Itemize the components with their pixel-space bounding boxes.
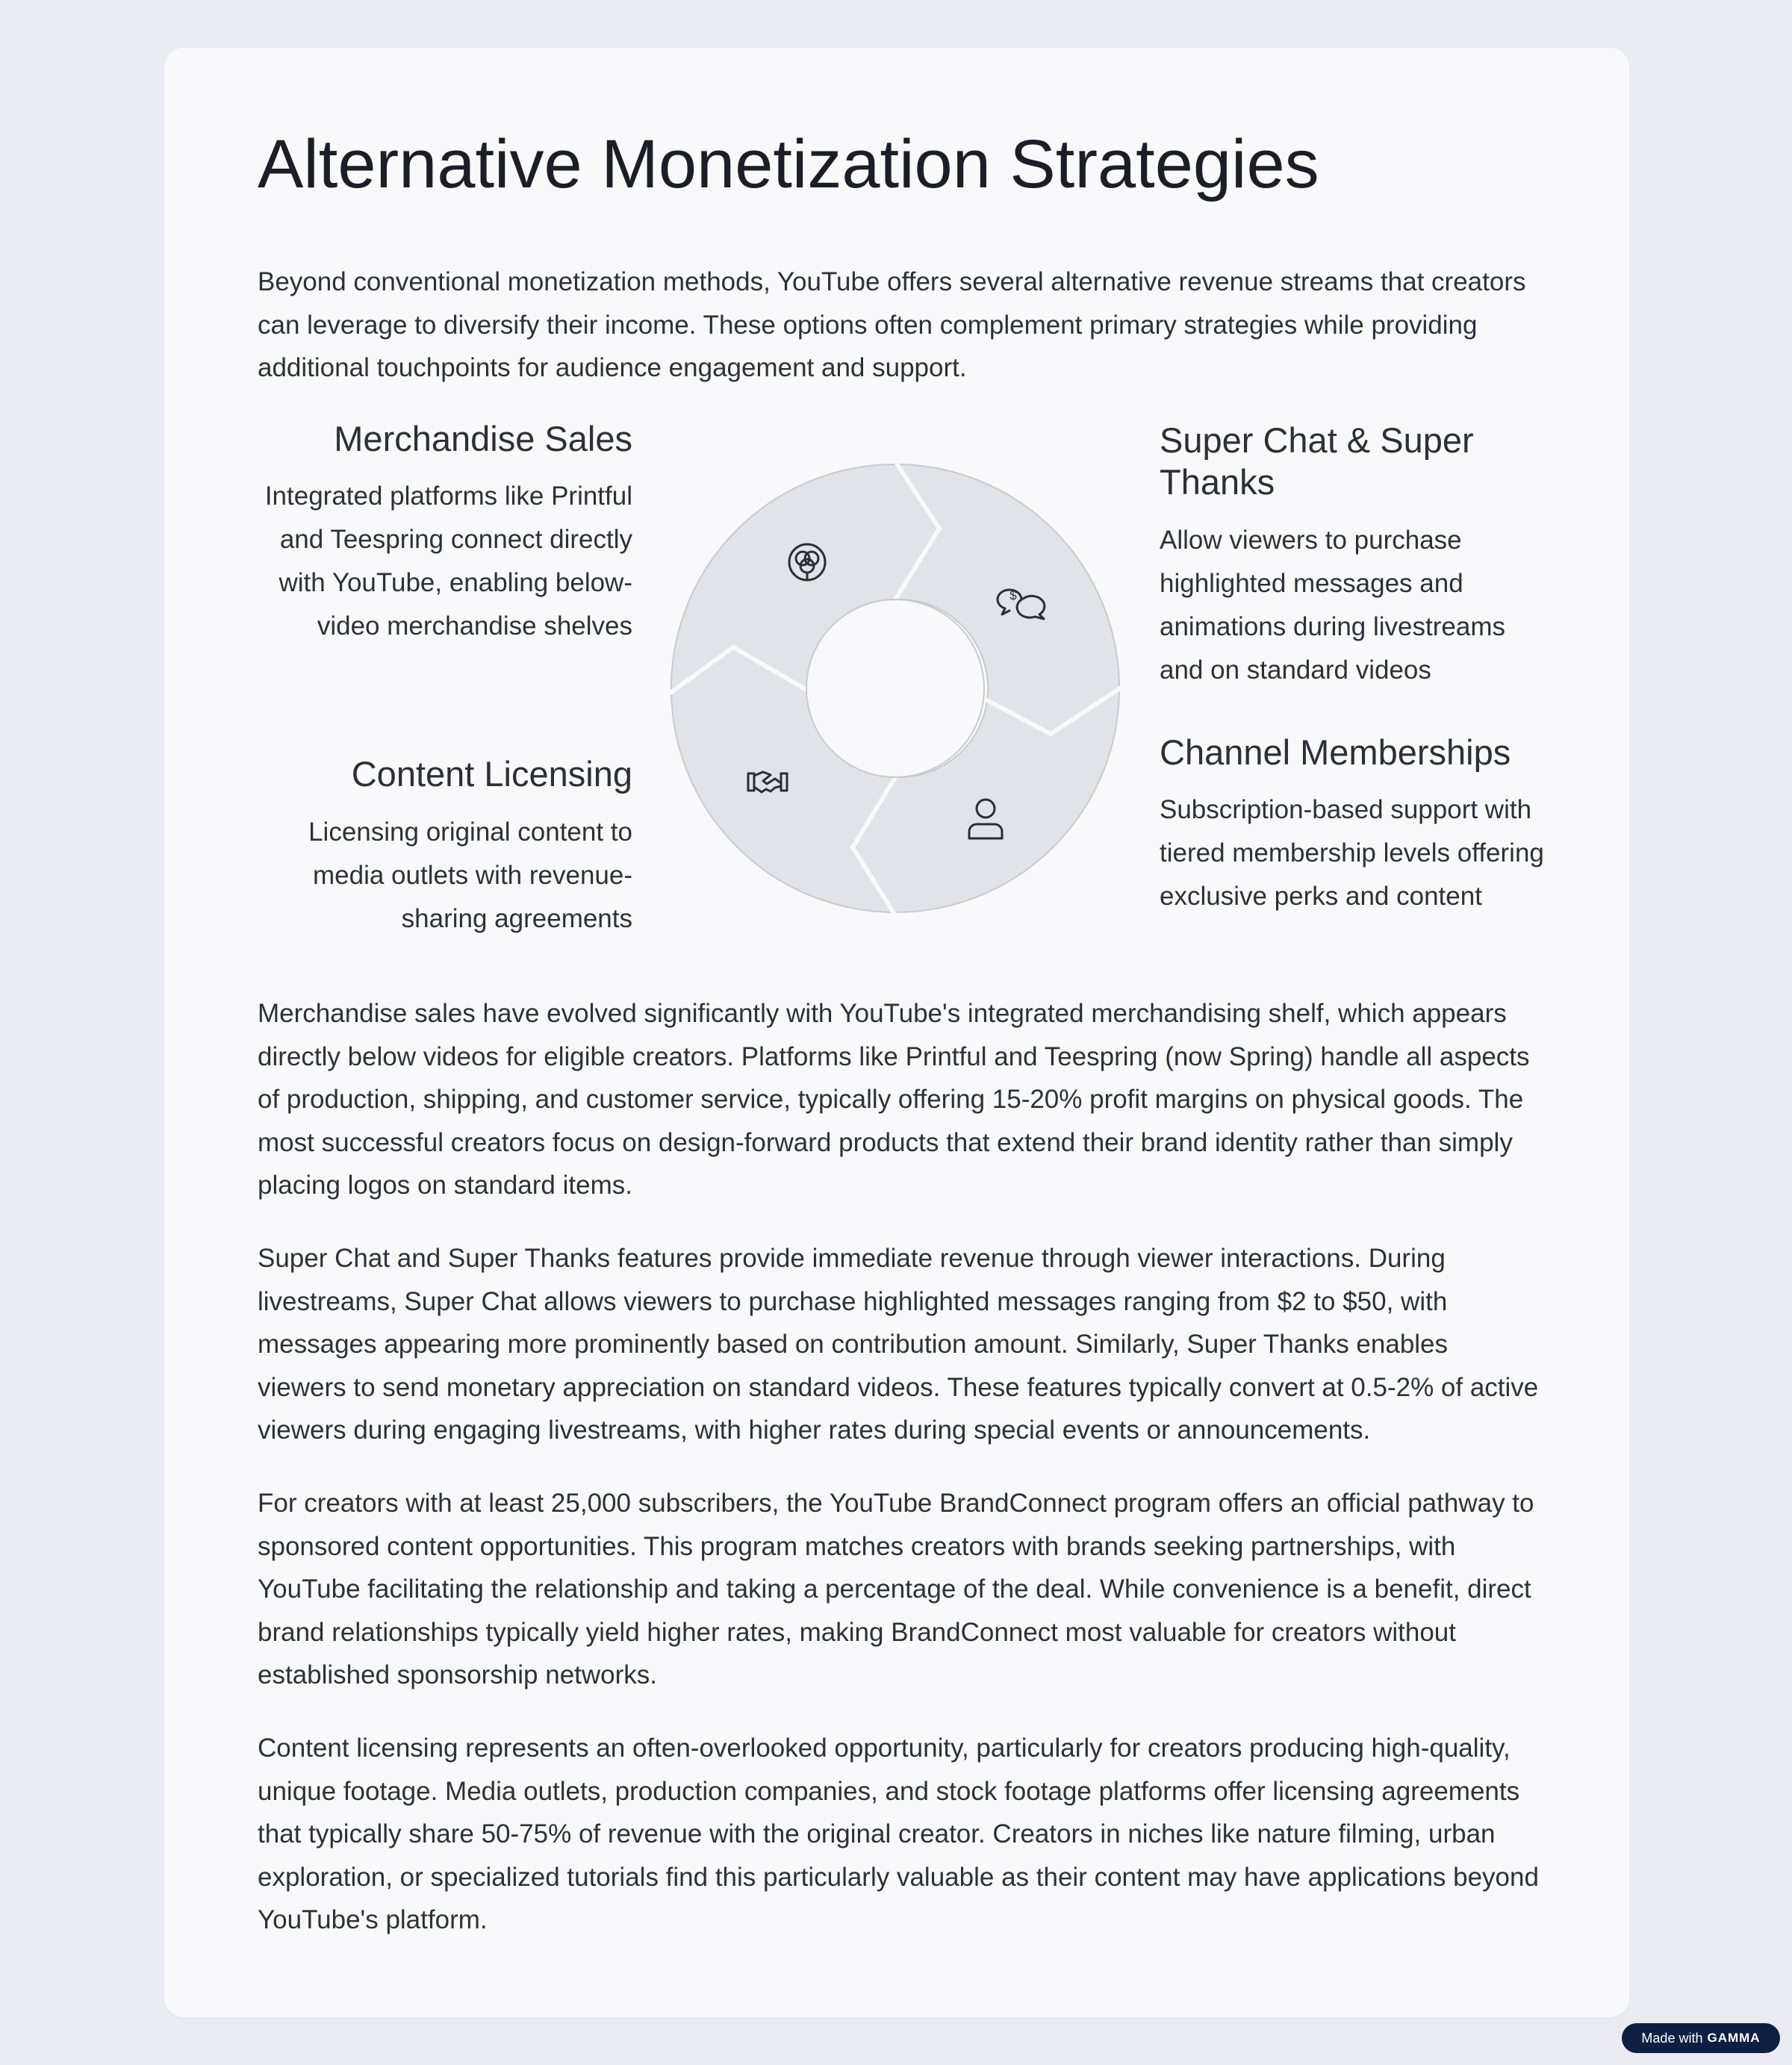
brandconnect-paragraph: For creators with at least 25,000 subscribers, the YouTube BrandConnect program offers an official pathway to sponsored content opportunities. This program matches creators with brands seeking partnerships, with YouTube facilitating the relationship and taking a percentage of the deal. While convenience is a benefit, direct brand relationships typically yield higher rates, making BrandConnect most valuable for creators without established sponsorship networks. (258, 1489, 1534, 1689)
memberships-description: Subscription-based support with tiered membership levels offering exclusive perks and content (1160, 795, 1544, 911)
made-with-gamma-badge[interactable] (1622, 2023, 1780, 2053)
memberships-title: Channel Memberships (1160, 732, 1511, 772)
superchat-title: Super Chat & Super Thanks (1160, 420, 1474, 502)
licensing-paragraph: Content licensing represents an often-overlooked opportunity, particularly for creators producing high-quality, unique footage. Media outlets, production companies, and stock footage platforms offer licensing agreements that typically share 50-75% of revenue with the original creator. Creators in niches like nature filming, urban exploration, or specialized tutorials find this particularly valuable as their content may have applications beyond YouTube's platform. (258, 1734, 1539, 1934)
superchat-description: Allow viewers to purchase highlighted messages and animations during livestreams and on standard videos (1160, 526, 1505, 685)
merch-description: Integrated platforms like Printful and Teespring connect directly with YouTube, enabling below-video merchandise shelves (264, 482, 632, 641)
superchat-paragraph: Super Chat and Super Thanks features provide immediate revenue through viewer interactions. During livestreams, Super Chat allows viewers to purchase highlighted messages ranging from $2 to $50, with messages appearing more prominently based on contribution amount. Similarly, Super Thanks enables viewers to send monetary appreciation on standard videos. These features typically convert at 0.5-2% of active viewers during engaging livestreams, with higher rates during special events or announcements. (258, 1244, 1539, 1445)
merch-title: Merchandise Sales (334, 419, 632, 458)
page-title: Alternative Monetization Strategies (258, 126, 1319, 202)
merch-paragraph: Merchandise sales have evolved significantly with YouTube's integrated merchandising shelf, which appears directly below videos for eligible creators. Platforms like Printful and Teespring (now Spring) handle all aspects of production, shipping, and customer service, typically offering 15-20% profit margins on physical goods. The most successful creators focus on design-forward products that extend their brand identity rather than simply placing logos on standard items. (258, 999, 1530, 1200)
svg-text:$: $ (1009, 588, 1017, 602)
gamma-logo: GAMMA (1707, 2031, 1761, 2045)
intro-paragraph: Beyond conventional monetization methods, YouTube offers several alternative revenue streams that creators can leverage to diversify their income. These options often complement primary strategies while providing additional touchpoints for audience engagement and support. (258, 267, 1526, 382)
badge-prefix: Made with (1641, 2030, 1703, 2046)
licensing-title: Content Licensing (351, 754, 632, 794)
cycle-diagram (670, 463, 1121, 914)
licensing-description: Licensing original content to media outlets with revenue-sharing agreements (308, 817, 632, 933)
